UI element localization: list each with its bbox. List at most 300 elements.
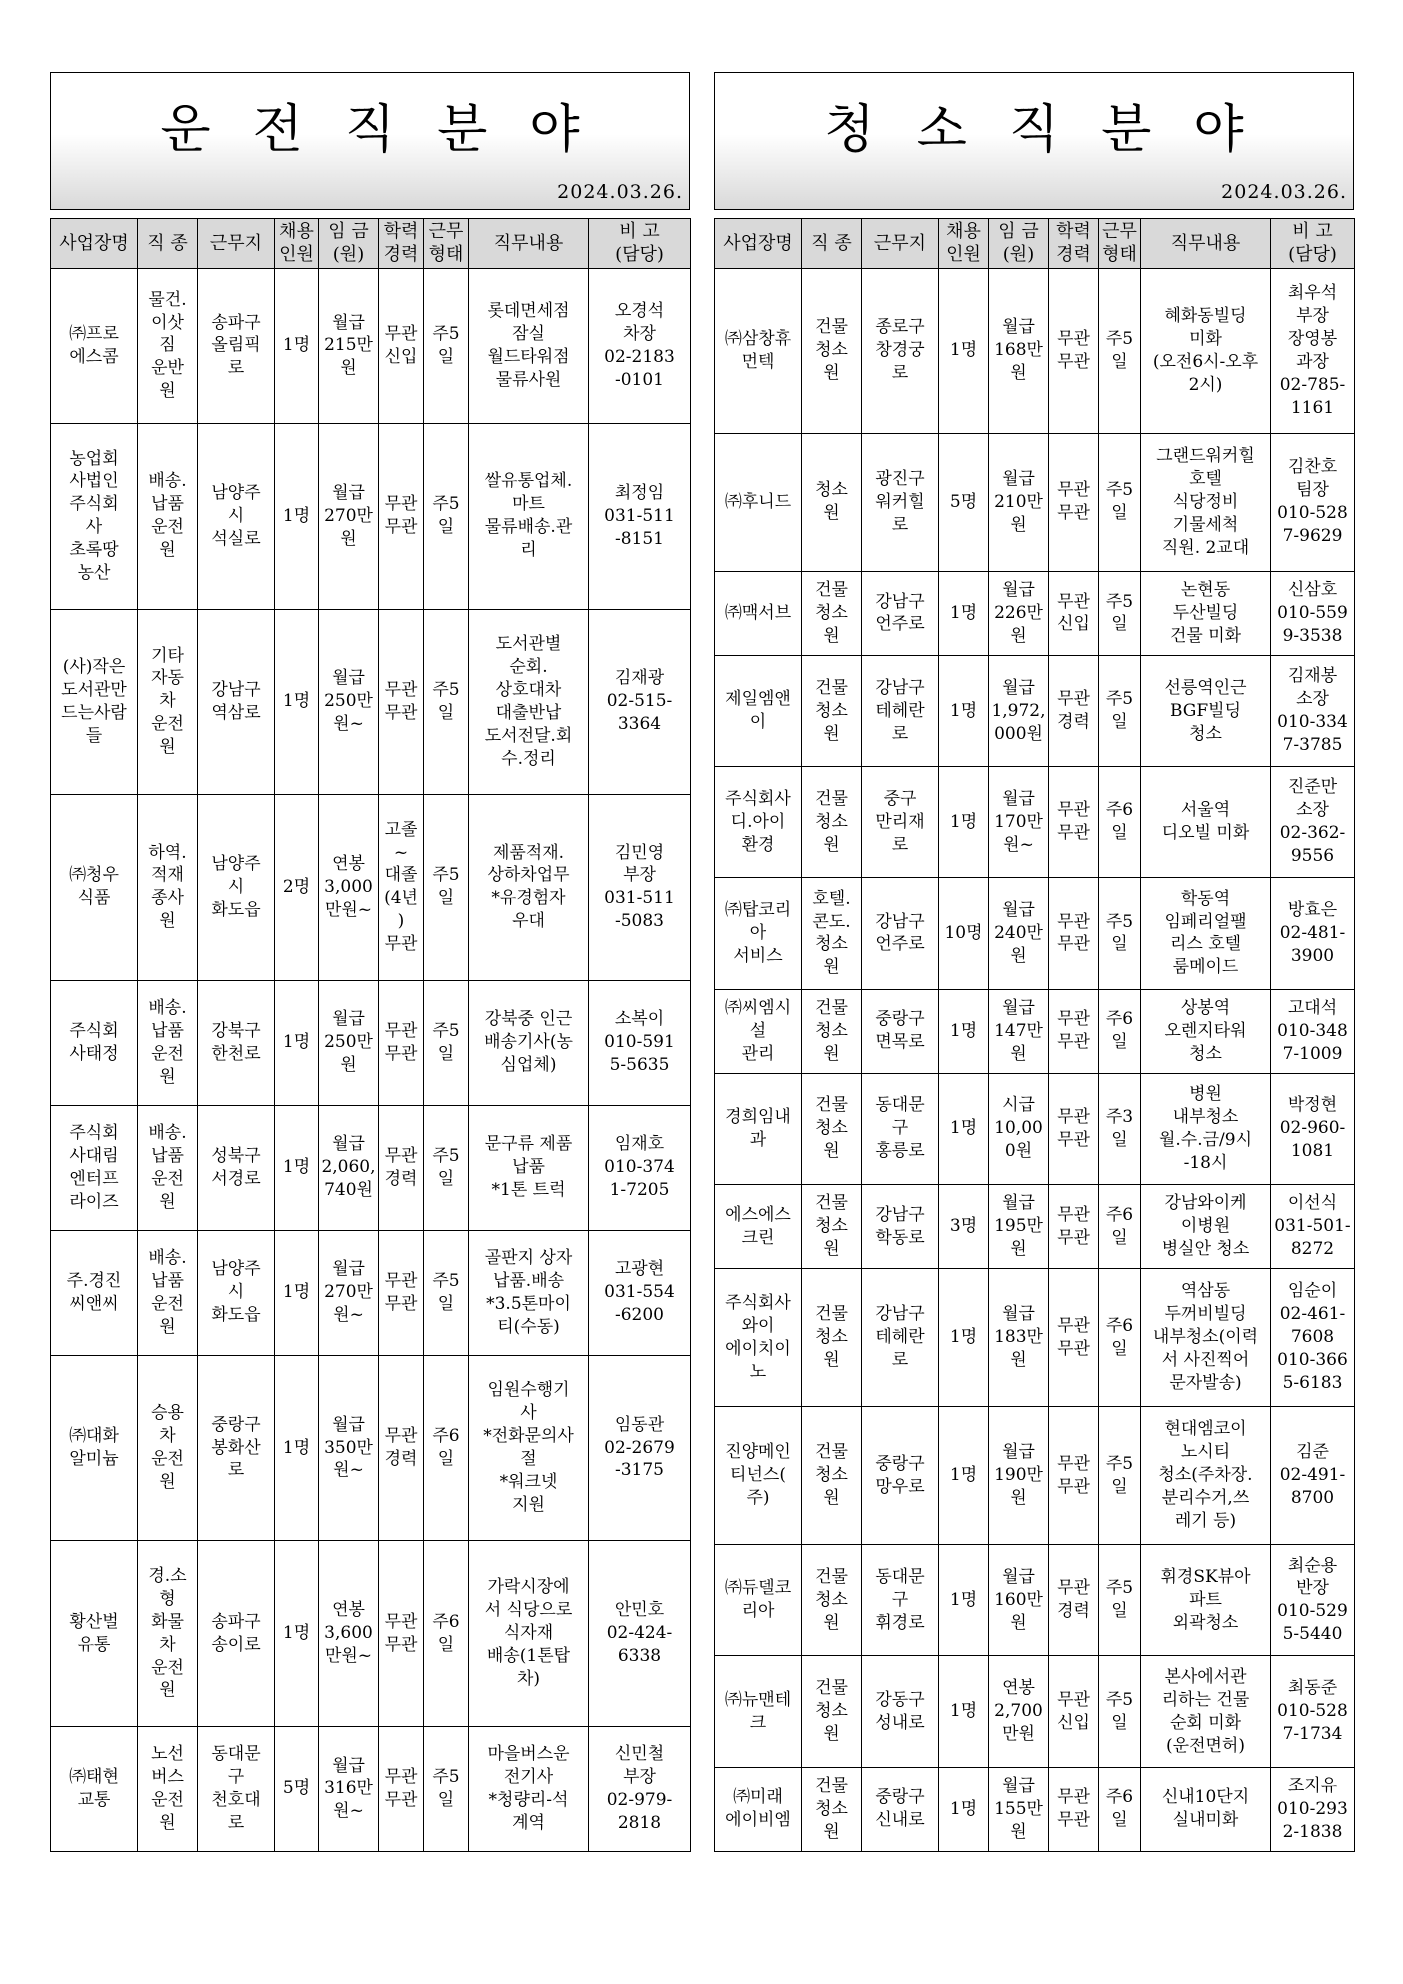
driving-cell-work-schedule	[424, 424, 469, 610]
driving-cell-education-experience	[379, 795, 424, 981]
cleaning-cell-work-location	[862, 1073, 939, 1184]
driving-cell-company-name	[51, 1355, 138, 1541]
cleaning-cell-text: 3명	[949, 1216, 978, 1237]
driving-cell-work-location	[198, 980, 275, 1105]
cleaning-cell-hiring-count	[939, 989, 989, 1073]
driving-cell-text: 노선 버스 운전 원	[151, 1744, 184, 1833]
driving-header-job-type	[138, 219, 198, 269]
cleaning-cell-text: 연봉 2,700 만원	[994, 1678, 1043, 1745]
driving-header	[50, 72, 690, 210]
driving-cell-text: 무관 무관	[384, 679, 418, 723]
cleaning-cell-hiring-count	[939, 1767, 989, 1851]
cleaning-cell-text: 1명	[949, 700, 978, 721]
driving-cell-text: 2명	[282, 876, 311, 897]
cleaning-cell-text: 동대문 구 홍릉로	[875, 1095, 925, 1162]
cleaning-header-label: 채용 인원	[946, 221, 981, 266]
driving-cell-job-description	[469, 1355, 589, 1541]
driving-cell-text: 1명	[282, 1157, 311, 1178]
cleaning-cell-education-experience	[1049, 989, 1099, 1073]
driving-cell-work-schedule	[424, 795, 469, 981]
cleaning-cell-contact	[1271, 1073, 1355, 1184]
driving-header-label: 채용 인원	[279, 221, 314, 266]
driving-cell-text: 황산벌 유통	[69, 1611, 119, 1655]
driving-panel	[50, 72, 690, 1833]
cleaning-cell-text: 무관 무관	[1057, 328, 1090, 372]
cleaning-cell-work-schedule	[1099, 1545, 1141, 1656]
driving-cell-job-type	[138, 1105, 198, 1230]
driving-cell-wage	[319, 1541, 379, 1727]
driving-cell-text: 주5일	[432, 1020, 460, 1064]
cleaning-cell-text: 주6 일	[1105, 800, 1134, 844]
driving-cell-contact	[589, 268, 691, 423]
driving-cell-text: 월급 270만 원~	[324, 1259, 373, 1326]
cleaning-cell-text: ㈜후니드	[724, 491, 792, 512]
driving-cell-company-name	[51, 980, 138, 1105]
cleaning-cell-job-type	[802, 1269, 862, 1407]
driving-cell-job-description	[469, 268, 589, 423]
driving-cell-text: ㈜청우 식품	[69, 865, 119, 909]
table-row	[715, 1407, 1355, 1545]
driving-cell-contact	[589, 1726, 691, 1851]
driving-cell-text: 마을버스운 전기사 *청량리-석 계역	[487, 1744, 570, 1833]
cleaning-cell-text: 주3 일	[1105, 1106, 1134, 1150]
cleaning-header-label: 학력 경력	[1056, 221, 1091, 266]
table-row	[51, 1726, 691, 1851]
driving-cell-work-schedule	[424, 1355, 469, 1541]
cleaning-cell-education-experience	[1049, 1545, 1099, 1656]
driving-cell-text: 골판지 상자 납품.배송 *3.5톤마이 티(수동)	[484, 1247, 573, 1337]
driving-cell-text: 1명	[282, 505, 311, 526]
cleaning-cell-education-experience	[1049, 1407, 1099, 1545]
driving-header-label: 비 고 (담당)	[615, 221, 664, 266]
cleaning-cell-contact	[1271, 656, 1355, 767]
cleaning-cell-education-experience	[1049, 1184, 1099, 1268]
cleaning-cell-company-name	[715, 268, 802, 433]
cleaning-cell-work-schedule	[1099, 433, 1141, 571]
cleaning-cell-job-type	[802, 989, 862, 1073]
driving-cell-text: 남양주 시 화도읍	[211, 854, 261, 920]
driving-cell-work-schedule	[424, 980, 469, 1105]
cleaning-cell-text: 주6 일	[1105, 1009, 1134, 1053]
cleaning-cell-text: 무관 무관	[1057, 480, 1090, 524]
driving-cell-hiring-count	[275, 268, 319, 423]
driving-cell-text: 가락시장에 서 식당으로 식자재 배송(1톤탑 차)	[484, 1577, 573, 1689]
driving-cell-hiring-count	[275, 795, 319, 981]
cleaning-cell-wage	[989, 1184, 1049, 1268]
driving-cell-text: 주5일	[432, 679, 460, 723]
cleaning-header-work-location	[862, 219, 939, 269]
table-row	[715, 1767, 1355, 1851]
cleaning-cell-wage	[989, 878, 1049, 989]
cleaning-cell-text: 고대석 010-348 7-1009	[1277, 997, 1348, 1064]
cleaning-cell-company-name	[715, 1545, 802, 1656]
cleaning-cell-text: ㈜삼창휴 먼텍	[724, 328, 792, 372]
cleaning-cell-text: 최순용 반장 010-529 5-5440	[1277, 1555, 1348, 1645]
driving-cell-text: 무관 경력	[384, 1145, 418, 1189]
driving-cell-job-description	[469, 795, 589, 981]
table-row	[715, 1656, 1355, 1767]
cleaning-cell-work-schedule	[1099, 767, 1141, 878]
cleaning-cell-hiring-count	[939, 1073, 989, 1184]
cleaning-cell-contact	[1271, 571, 1355, 655]
driving-cell-text: 남양주 시 화도읍	[211, 1259, 261, 1326]
cleaning-cell-education-experience	[1049, 656, 1099, 767]
cleaning-cell-work-schedule	[1099, 1407, 1141, 1545]
driving-cell-text: (사)작은 도서관만 드는사람 들	[61, 657, 127, 746]
cleaning-cell-education-experience	[1049, 1767, 1099, 1851]
driving-cell-text: 임재호 010-374 1-7205	[604, 1134, 675, 1201]
cleaning-cell-text: 중랑구 망우로	[875, 1453, 925, 1497]
driving-cell-job-description	[469, 1230, 589, 1355]
cleaning-cell-text: 최우석 부장 장영봉 과장 02-785- 1161	[1279, 282, 1346, 418]
cleaning-cell-wage	[989, 989, 1049, 1073]
cleaning-cell-work-schedule	[1099, 268, 1141, 433]
driving-header-hiring-count	[275, 219, 319, 269]
cleaning-cell-job-description	[1141, 1767, 1271, 1851]
driving-cell-text: 고졸 ~ 대졸 (4년 ) 무관	[384, 819, 418, 955]
table-row	[715, 433, 1355, 571]
driving-cell-hiring-count	[275, 609, 319, 795]
cleaning-cell-job-type	[802, 1407, 862, 1545]
cleaning-cell-job-type	[802, 656, 862, 767]
cleaning-cell-company-name	[715, 767, 802, 878]
cleaning-cell-text: 중구 만리재 로	[875, 788, 925, 855]
cleaning-cell-text: 역삼동 두꺼비빌딩 내부청소(이력 서 사진찍어 문자발송)	[1152, 1281, 1259, 1394]
cleaning-cell-company-name	[715, 1269, 802, 1407]
driving-cell-text: 주식회 사대림 엔터프 라이즈	[69, 1122, 119, 1212]
driving-cell-text: 승용 차 운전 원	[151, 1403, 184, 1492]
cleaning-cell-contact	[1271, 1656, 1355, 1767]
cleaning-header-job-type	[802, 219, 862, 269]
driving-cell-job-type	[138, 795, 198, 981]
driving-cell-text: 배송. 납품 운전 원	[148, 997, 187, 1087]
driving-cell-work-schedule	[424, 1105, 469, 1230]
cleaning-cell-text: 강동구 성내로	[875, 1689, 925, 1733]
driving-cell-job-description	[469, 1541, 589, 1727]
table-row	[51, 1355, 691, 1541]
cleaning-cell-text: 신내10단지 실내미화	[1161, 1787, 1250, 1831]
cleaning-cell-text: 1명	[949, 1589, 978, 1610]
cleaning-cell-company-name	[715, 1073, 802, 1184]
driving-cell-text: 월급 250만 원~	[324, 668, 373, 735]
cleaning-cell-text: 무관 무관	[1057, 1204, 1090, 1248]
cleaning-cell-text: 주식회사 와이 에이치이 노	[725, 1292, 791, 1382]
cleaning-cell-text: 강남구 학동로	[875, 1204, 925, 1248]
cleaning-cell-wage	[989, 656, 1049, 767]
cleaning-cell-text: 월급 147만 원	[994, 997, 1043, 1064]
cleaning-cell-text: 무관 경력	[1057, 689, 1090, 733]
driving-cell-contact	[589, 1105, 691, 1230]
cleaning-cell-education-experience	[1049, 433, 1099, 571]
cleaning-cell-text: 주5 일	[1105, 689, 1134, 733]
driving-cell-text: 물건. 이삿 짐 운반 원	[148, 289, 187, 402]
cleaning-cell-job-description	[1141, 1545, 1271, 1656]
driving-cell-hiring-count	[275, 1105, 319, 1230]
driving-cell-contact	[589, 424, 691, 610]
cleaning-cell-wage	[989, 433, 1049, 571]
cleaning-cell-text: 주5 일	[1105, 1689, 1134, 1733]
driving-cell-work-location	[198, 1355, 275, 1541]
cleaning-cell-contact	[1271, 767, 1355, 878]
cleaning-cell-contact	[1271, 268, 1355, 433]
cleaning-cell-education-experience	[1049, 1073, 1099, 1184]
table-row	[715, 571, 1355, 655]
cleaning-cell-text: 주5 일	[1105, 1578, 1134, 1622]
driving-header-label: 근무지	[209, 232, 263, 254]
cleaning-cell-wage	[989, 1269, 1049, 1407]
cleaning-cell-text: 월급 240만 원	[994, 900, 1043, 966]
cleaning-cell-work-location	[862, 1545, 939, 1656]
cleaning-cell-text: 본사에서관 리하는 건물 순회 미화 (운전면허)	[1161, 1666, 1250, 1756]
driving-cell-text: 도서관별 순회. 상호대차 대출반납 도서전달.회 수.정리	[484, 634, 573, 769]
cleaning-cell-text: 강남와이케 이병원 병실안 청소	[1161, 1193, 1250, 1260]
table-row	[51, 424, 691, 610]
driving-cell-job-type	[138, 1726, 198, 1851]
cleaning-cell-text: 월급 183만 원	[994, 1304, 1043, 1371]
driving-cell-job-description	[469, 1105, 589, 1230]
cleaning-cell-text: 무관 무관	[1057, 911, 1090, 955]
driving-cell-text: 월급 250만 원	[324, 1009, 373, 1076]
driving-cell-job-type	[138, 609, 198, 795]
cleaning-cell-wage	[989, 1767, 1049, 1851]
cleaning-cell-job-type	[802, 1073, 862, 1184]
cleaning-cell-text: 조지유 010-293 2-1838	[1277, 1775, 1348, 1842]
cleaning-cell-work-location	[862, 433, 939, 571]
cleaning-cell-text: 서울역 디오빌 미화	[1161, 800, 1250, 844]
driving-cell-text: 임동관 02-2679 -3175	[604, 1414, 675, 1481]
cleaning-cell-text: 1명	[949, 602, 978, 623]
cleaning-cell-contact	[1271, 1269, 1355, 1407]
cleaning-cell-contact	[1271, 989, 1355, 1073]
driving-cell-text: 송파구 송이로	[211, 1611, 261, 1655]
cleaning-header-label: 임 금 (원)	[998, 221, 1039, 266]
cleaning-cell-work-schedule	[1099, 1656, 1141, 1767]
driving-cell-text: 김민영 부장 031-511 -5083	[604, 842, 675, 932]
cleaning-cell-job-type	[802, 1545, 862, 1656]
driving-cell-text: 연봉 3,000 만원~	[324, 854, 373, 920]
driving-cell-text: 1명	[282, 1282, 311, 1303]
cleaning-cell-text: 건물 청소 원	[815, 580, 848, 646]
cleaning-cell-text: 제일엠앤 이	[725, 689, 791, 733]
driving-cell-text: 남양주 시 석실로	[211, 482, 261, 549]
driving-cell-job-description	[469, 424, 589, 610]
cleaning-cell-text: 방효은 02-481- 3900	[1279, 900, 1346, 966]
cleaning-cell-wage	[989, 1073, 1049, 1184]
cleaning-cell-job-type	[802, 1767, 862, 1851]
driving-cell-text: 강남구 역삼로	[211, 679, 261, 723]
driving-cell-company-name	[51, 268, 138, 423]
driving-cell-text: 무관 무관	[384, 1766, 418, 1810]
driving-cell-text: 강북중 인근 배송기사(농 심업체)	[484, 1009, 573, 1076]
cleaning-cell-job-description	[1141, 571, 1271, 655]
cleaning-cell-work-location	[862, 571, 939, 655]
driving-cell-job-type	[138, 268, 198, 423]
driving-cell-text: 1명	[282, 1437, 311, 1458]
cleaning-cell-company-name	[715, 1656, 802, 1767]
cleaning-cell-work-location	[862, 268, 939, 433]
driving-cell-text: 주식회 사태정	[69, 1020, 119, 1064]
cleaning-cell-text: 무관 무관	[1057, 1787, 1090, 1831]
driving-cell-text: 월급 270만 원	[324, 482, 373, 549]
cleaning-cell-job-type	[802, 433, 862, 571]
cleaning-cell-text: 1명	[949, 811, 978, 832]
driving-cell-wage	[319, 424, 379, 610]
driving-cell-wage	[319, 609, 379, 795]
driving-cell-text: 무관 무관	[384, 1270, 418, 1314]
cleaning-cell-text: 월급 160만 원	[994, 1567, 1043, 1633]
cleaning-cell-text: 월급 168만 원	[994, 317, 1043, 384]
table-row	[51, 268, 691, 423]
driving-cell-text: 롯데면세점 잠실 월드타워점 물류사원	[487, 301, 570, 390]
cleaning-cell-work-schedule	[1099, 1269, 1141, 1407]
driving-header-job-description	[469, 219, 589, 269]
table-row	[51, 795, 691, 981]
table-row	[51, 980, 691, 1105]
cleaning-cell-text: 상봉역 오렌지타워 청소	[1164, 997, 1247, 1064]
cleaning-cell-text: 10명	[944, 923, 983, 943]
cleaning-cell-text: 주5 일	[1105, 480, 1134, 524]
driving-cell-company-name	[51, 1726, 138, 1851]
cleaning-cell-education-experience	[1049, 571, 1099, 655]
cleaning-cell-education-experience	[1049, 1269, 1099, 1407]
driving-cell-company-name	[51, 424, 138, 610]
driving-cell-text: 소복이 010-591 5-5635	[604, 1009, 675, 1076]
cleaning-cell-text: 주6 일	[1105, 1204, 1134, 1248]
table-row	[715, 1545, 1355, 1656]
driving-cell-text: 안민호 02-424- 6338	[606, 1600, 673, 1667]
cleaning-cell-text: 건물 청소 원	[815, 997, 848, 1064]
driving-cell-text: 김재광 02-515- 3364	[606, 668, 673, 735]
table-row	[715, 989, 1355, 1073]
cleaning-cell-work-location	[862, 1767, 939, 1851]
cleaning-cell-job-type	[802, 1656, 862, 1767]
cleaning-header-label: 근무 형태	[1102, 221, 1137, 266]
table-row	[51, 1105, 691, 1230]
cleaning-cell-wage	[989, 1407, 1049, 1545]
driving-cell-education-experience	[379, 609, 424, 795]
driving-cell-text: 무관 무관	[384, 494, 418, 538]
cleaning-cell-education-experience	[1049, 1656, 1099, 1767]
cleaning-cell-text: ㈜씨엠시 설 관리	[724, 997, 792, 1064]
driving-cell-education-experience	[379, 1541, 424, 1727]
cleaning-header-label: 직무내용	[1170, 232, 1241, 254]
cleaning-cell-job-description	[1141, 433, 1271, 571]
cleaning-cell-job-type	[802, 268, 862, 433]
cleaning-cell-company-name	[715, 989, 802, 1073]
cleaning-cell-text: 1명	[949, 1465, 978, 1486]
cleaning-header-company-name	[715, 219, 802, 269]
driving-cell-work-location	[198, 1541, 275, 1727]
cleaning-cell-education-experience	[1049, 268, 1099, 433]
driving-cell-text: 강북구 한천로	[211, 1020, 261, 1064]
cleaning-cell-job-description	[1141, 656, 1271, 767]
driving-cell-text: 1명	[282, 1032, 311, 1053]
driving-cell-text: 임원수행기 사 *전화문의사 절 *워크넷 지원	[483, 1380, 574, 1515]
cleaning-cell-text: 무관 경력	[1057, 1578, 1090, 1622]
cleaning-cell-text: 1명	[949, 1701, 978, 1722]
cleaning-cell-job-description	[1141, 1407, 1271, 1545]
cleaning-cell-text: 주6 일	[1105, 1315, 1134, 1359]
cleaning-cell-text: 월급 226만 원	[994, 580, 1043, 646]
cleaning-cell-text: 청소 원	[815, 480, 848, 524]
driving-cell-text: 무관 경력	[384, 1426, 418, 1470]
driving-cell-text: 신민철 부장 02-979- 2818	[606, 1744, 673, 1833]
cleaning-cell-work-schedule	[1099, 1073, 1141, 1184]
cleaning-cell-text: 중랑구 신내로	[875, 1787, 925, 1831]
cleaning-cell-hiring-count	[939, 1184, 989, 1268]
cleaning-cell-text: 건물 청소 원	[815, 1678, 848, 1745]
cleaning-cell-text: 경희임내 과	[725, 1106, 791, 1150]
driving-cell-text: ㈜대화 알미늄	[69, 1426, 119, 1470]
cleaning-header	[714, 72, 1354, 210]
cleaning-cell-text: 종로구 창경궁 로	[875, 317, 925, 384]
driving-cell-text: 주5일	[432, 1145, 460, 1189]
driving-cell-job-type	[138, 1541, 198, 1727]
driving-cell-wage	[319, 1230, 379, 1355]
table-row	[715, 1269, 1355, 1407]
cleaning-cell-text: 박정현 02-960- 1081	[1279, 1095, 1346, 1162]
driving-cell-company-name	[51, 1105, 138, 1230]
cleaning-cell-text: 최동준 010-528 7-1734	[1277, 1678, 1348, 1745]
cleaning-cell-text: 건물 청소 원	[815, 1193, 848, 1260]
driving-cell-text: 1명	[282, 1623, 311, 1644]
driving-cell-text: 무관 무관	[384, 1611, 418, 1655]
driving-cell-work-location	[198, 795, 275, 981]
cleaning-cell-text: 강남구 테헤란 로	[875, 1304, 925, 1371]
driving-cell-job-description	[469, 609, 589, 795]
driving-cell-contact	[589, 609, 691, 795]
cleaning-panel	[714, 72, 1354, 1842]
cleaning-cell-contact	[1271, 1407, 1355, 1545]
driving-cell-text: 배송. 납품 운전 원	[148, 1122, 187, 1212]
driving-cell-text: 주5일	[432, 494, 460, 538]
cleaning-cell-hiring-count	[939, 656, 989, 767]
cleaning-cell-contact	[1271, 1767, 1355, 1851]
cleaning-cell-contact	[1271, 1545, 1355, 1656]
driving-cell-text: 배송. 납품 운전 원	[148, 1247, 187, 1337]
cleaning-cell-text: 호텔. 콘도. 청소 원	[812, 888, 851, 978]
cleaning-cell-contact	[1271, 878, 1355, 989]
cleaning-cell-hiring-count	[939, 571, 989, 655]
driving-cell-work-location	[198, 268, 275, 423]
cleaning-cell-text: 건물 청소 원	[815, 317, 848, 384]
cleaning-cell-job-type	[802, 571, 862, 655]
driving-cell-text: 주.경진 씨앤씨	[66, 1270, 122, 1314]
cleaning-cell-education-experience	[1049, 767, 1099, 878]
cleaning-cell-hiring-count	[939, 1407, 989, 1545]
driving-cell-text: 농업회 사법인 주식회 사 초록땅 농산	[69, 448, 119, 584]
driving-cell-text: 5명	[282, 1778, 311, 1799]
cleaning-cell-text: 에스에스 크린	[725, 1204, 791, 1248]
driving-cell-text: 최정임 031-511 -8151	[604, 482, 675, 549]
driving-cell-contact	[589, 1230, 691, 1355]
cleaning-cell-contact	[1271, 433, 1355, 571]
driving-header-label: 학력 경력	[383, 221, 419, 266]
driving-cell-text: 중랑구 봉화산 로	[211, 1414, 261, 1481]
cleaning-cell-text: 1명	[949, 1327, 978, 1348]
driving-cell-text: 문구류 제품 납품 *1톤 트럭	[484, 1134, 573, 1201]
cleaning-header-work-schedule	[1099, 219, 1141, 269]
driving-cell-contact	[589, 1541, 691, 1727]
cleaning-cell-text: 강남구 테헤란 로	[875, 677, 925, 744]
driving-cell-job-type	[138, 1355, 198, 1541]
cleaning-cell-text: 1명	[949, 340, 978, 361]
cleaning-cell-text: 무관 신입	[1057, 1689, 1090, 1733]
cleaning-cell-job-type	[802, 767, 862, 878]
cleaning-cell-text: 주5 일	[1105, 1453, 1134, 1497]
driving-cell-wage	[319, 980, 379, 1105]
driving-header-work-schedule	[424, 219, 469, 269]
